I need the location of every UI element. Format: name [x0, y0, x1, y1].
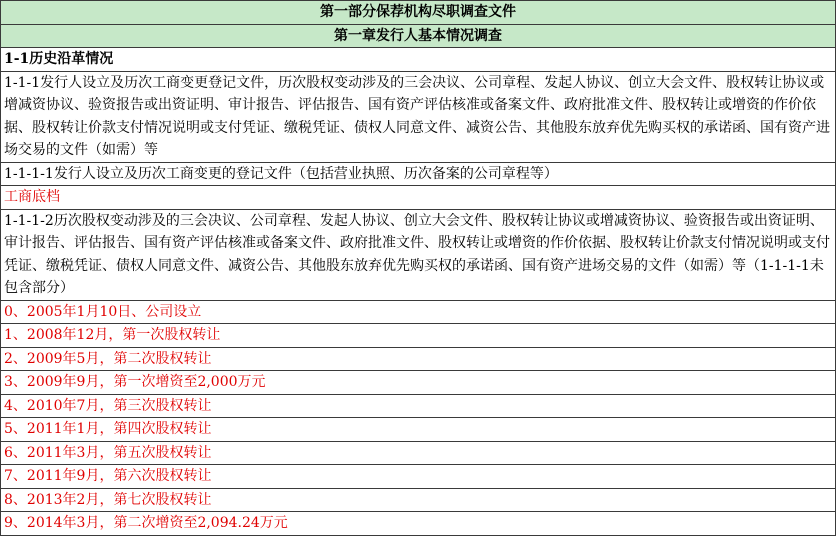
- event-row-5[interactable]: 5、2011年1月，第四次股权转让: [1, 418, 836, 442]
- event-row-0[interactable]: 0、2005年1月10日、公司设立: [1, 300, 836, 324]
- event-row-2[interactable]: 2、2009年5月，第二次股权转让: [1, 347, 836, 371]
- archive-label-cell[interactable]: 工商底档: [1, 186, 836, 210]
- item-1-1-1-1-cell[interactable]: 1-1-1-1发行人设立及历次工商变更的登记文件（包括营业执照、历次备案的公司章程等）: [1, 162, 836, 186]
- chapter-title-cell[interactable]: 第一章发行人基本情况调查: [1, 24, 836, 48]
- event-row-8[interactable]: 8、2013年2月，第七次股权转让: [1, 488, 836, 512]
- event-row-4[interactable]: 4、2010年7月，第三次股权转让: [1, 394, 836, 418]
- item-1-1-1-2-cell[interactable]: 1-1-1-2历次股权变动涉及的三会决议、公司章程、发起人协议、创立大会文件、股权转让协议或增减资协议、验资报告或出资证明、审计报告、评估报告、国有资产评估核准或备案文件、政府批准文件、股权转让或增资的作价依据、股权转让价款支付情况说明或支付凭证、缴税凭证、债权人同意文件、减资公告、其他股东放弃优先购买权的承诺函、国有资产进场交易的文件（如需）等（1-1-1-1未包含部分）: [1, 209, 836, 300]
- item-1-1-1-cell[interactable]: 1-1-1发行人设立及历次工商变更登记文件，历次股权变动涉及的三会决议、公司章程、发起人协议、创立大会文件、股权转让协议或增减资协议、验资报告或出资证明、审计报告、评估报告、国有资产评估核准或备案文件、政府批准文件、股权转让或增资的作价依据、股权转让价款支付情况说明或支付凭证、缴税凭证、债权人同意文件、减资公告、其他股东放弃优先购买权的承诺函、国有资产进场交易的文件（如需）等: [1, 71, 836, 162]
- event-row-9[interactable]: 9、2014年3月，第二次增资至2,094.24万元: [1, 512, 836, 536]
- section-title-cell[interactable]: 1-1历史沿革情况: [1, 48, 836, 72]
- part-title-cell[interactable]: 第一部分保荐机构尽职调查文件: [1, 1, 836, 25]
- event-row-3[interactable]: 3、2009年9月，第一次增资至2,000万元: [1, 371, 836, 395]
- event-row-1[interactable]: 1、2008年12月，第一次股权转让: [1, 324, 836, 348]
- event-row-7[interactable]: 7、2011年9月，第六次股权转让: [1, 465, 836, 489]
- event-row-6[interactable]: 6、2011年3月，第五次股权转让: [1, 441, 836, 465]
